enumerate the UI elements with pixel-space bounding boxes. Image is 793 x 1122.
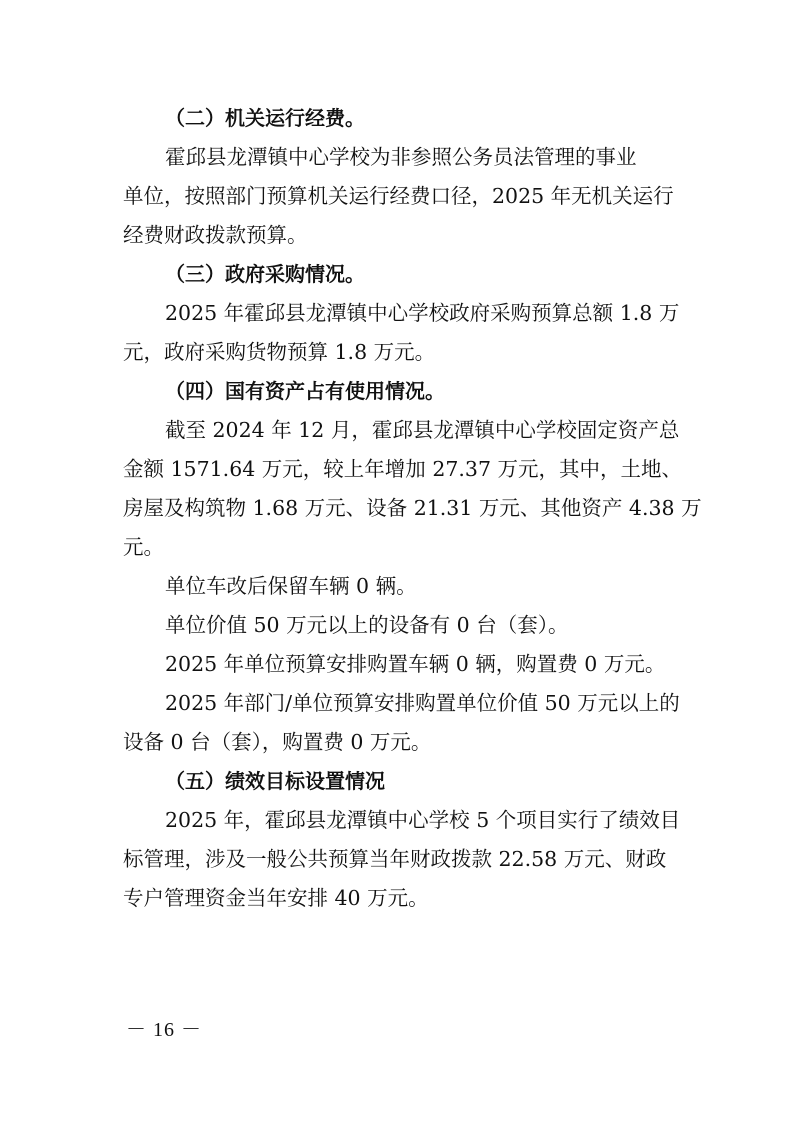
paragraph-line: 元，政府采购货物预算 1.8 万元。 [123,340,436,364]
paragraph-line: 2025 年部门/单位预算安排购置单位价值 50 万元以上的 [165,691,680,715]
paragraph-line: 霍邱县龙潭镇中心学校为非参照公务员法管理的事业 [165,145,637,169]
paragraph-line: 设备 0 台（套），购置费 0 万元。 [123,730,432,754]
paragraph-line: 单位车改后保留车辆 0 辆。 [165,574,417,598]
section-heading-performance-goals: （五）绩效目标设置情况 [165,769,385,793]
paragraph-line: 单位，按照部门预算机关运行经费口径，2025 年无机关运行 [123,184,674,208]
paragraph-line: 房屋及构筑物 1.68 万元、设备 21.31 万元、其他资产 4.38 万 [123,496,702,520]
paragraph-line: 标管理，涉及一般公共预算当年财政拨款 22.58 万元、财政 [123,847,667,871]
page-number: － 16 － [126,1019,202,1041]
paragraph-line: 元。 [123,535,164,559]
paragraph-line: 2025 年霍邱县龙潭镇中心学校政府采购预算总额 1.8 万 [165,301,680,325]
section-heading-state-assets: （四）国有资产占有使用情况。 [165,379,445,403]
paragraph-line: 经费财政拨款预算。 [123,223,308,247]
paragraph-line: 2025 年单位预算安排购置车辆 0 辆，购置费 0 万元。 [165,652,666,676]
section-heading-procurement: （三）政府采购情况。 [165,262,365,286]
paragraph-line: 专户管理资金当年安排 40 万元。 [123,886,429,910]
section-heading-operating-expenses: （二）机关运行经费。 [165,106,365,130]
paragraph-line: 金额 1571.64 万元，较上年增加 27.37 万元，其中，土地、 [123,457,683,481]
paragraph-line: 截至 2024 年 12 月，霍邱县龙潭镇中心学校固定资产总 [165,418,680,442]
paragraph-line: 单位价值 50 万元以上的设备有 0 台（套）。 [165,613,569,637]
paragraph-line: 2025 年，霍邱县龙潭镇中心学校 5 个项目实行了绩效目 [165,808,681,832]
